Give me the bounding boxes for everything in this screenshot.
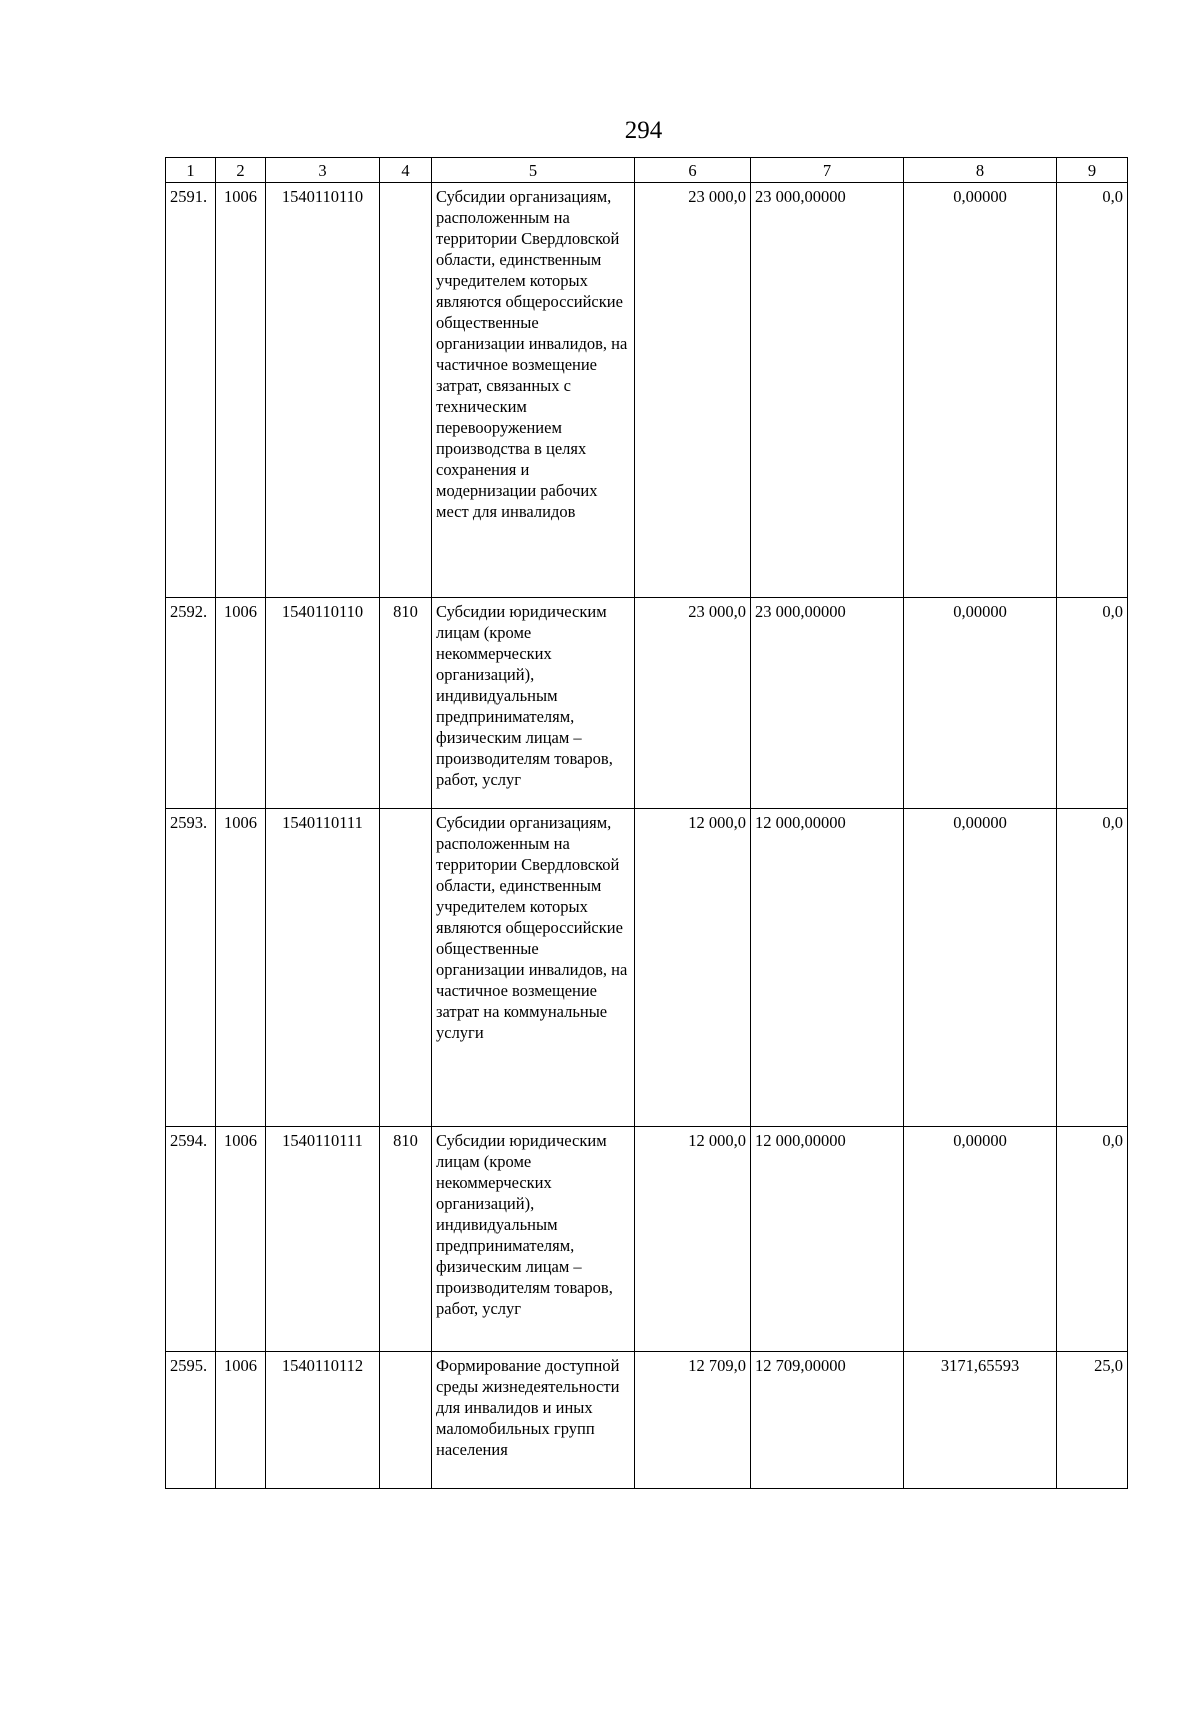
column-header: 7	[751, 158, 904, 183]
plan-amount-cell: 23 000,0	[635, 183, 751, 598]
description-cell: Субсидии организациям, расположенным на территории Свердловской области, единственным учредителем которых являются общероссийские общественные организации инвалидов, на частичное возмещение затрат, связанных с техническим перевооружением производства в целях сохранения и модернизации рабочих мест для инвалидов	[432, 183, 635, 598]
percent-cell: 0,0	[1057, 809, 1128, 1127]
budget-table	[165, 157, 1128, 1489]
target-code-cell: 1540110111	[266, 1127, 380, 1352]
column-header: 8	[904, 158, 1057, 183]
target-code-cell: 1540110110	[266, 598, 380, 809]
plan-amount-cell: 23 000,0	[635, 598, 751, 809]
section-code-cell: 1006	[216, 1127, 266, 1352]
row-number-cell: 2594.	[166, 1127, 216, 1352]
row-number-cell: 2592.	[166, 598, 216, 809]
section-code-cell: 1006	[216, 1352, 266, 1489]
column-header: 9	[1057, 158, 1128, 183]
approved-amount-cell: 23 000,00000	[751, 183, 904, 598]
column-header: 3	[266, 158, 380, 183]
row-number-cell: 2595.	[166, 1352, 216, 1489]
header-row	[166, 158, 1128, 183]
section-code-cell: 1006	[216, 183, 266, 598]
table-row	[166, 809, 1128, 1127]
approved-amount-cell: 12 000,00000	[751, 1127, 904, 1352]
percent-cell: 0,0	[1057, 598, 1128, 809]
column-header: 5	[432, 158, 635, 183]
executed-amount-cell: 0,00000	[904, 1127, 1057, 1352]
page-number: 294	[624, 117, 663, 144]
row-number-cell: 2593.	[166, 809, 216, 1127]
description-cell: Субсидии юридическим лицам (кроме некоммерческих организаций), индивидуальным предпринимателям, физическим лицам – производителям товаров, работ, услуг	[432, 598, 635, 809]
expense-type-cell: 810	[380, 598, 432, 809]
section-code-cell: 1006	[216, 809, 266, 1127]
column-header: 4	[380, 158, 432, 183]
target-code-cell: 1540110111	[266, 809, 380, 1127]
section-code-cell: 1006	[216, 598, 266, 809]
target-code-cell: 1540110110	[266, 183, 380, 598]
table-row	[166, 1352, 1128, 1489]
column-header: 2	[216, 158, 266, 183]
target-code-cell: 1540110112	[266, 1352, 380, 1489]
approved-amount-cell: 12 000,00000	[751, 809, 904, 1127]
approved-amount-cell: 23 000,00000	[751, 598, 904, 809]
description-cell: Формирование доступной среды жизнедеятельности для инвалидов и иных маломобильных групп населения	[432, 1352, 635, 1489]
plan-amount-cell: 12 709,0	[635, 1352, 751, 1489]
description-cell: Субсидии организациям, расположенным на территории Свердловской области, единственным учредителем которых являются общероссийские общественные организации инвалидов, на частичное возмещение затрат на коммунальные услуги	[432, 809, 635, 1127]
row-number-cell: 2591.	[166, 183, 216, 598]
executed-amount-cell: 0,00000	[904, 598, 1057, 809]
description-cell: Субсидии юридическим лицам (кроме некоммерческих организаций), индивидуальным предпринимателям, физическим лицам – производителям товаров, работ, услуг	[432, 1127, 635, 1352]
percent-cell: 0,0	[1057, 1127, 1128, 1352]
expense-type-cell: 810	[380, 1127, 432, 1352]
percent-cell: 25,0	[1057, 1352, 1128, 1489]
table-row	[166, 1127, 1128, 1352]
executed-amount-cell: 3171,65593	[904, 1352, 1057, 1489]
approved-amount-cell: 12 709,00000	[751, 1352, 904, 1489]
executed-amount-cell: 0,00000	[904, 183, 1057, 598]
table-row	[166, 598, 1128, 809]
column-header: 6	[635, 158, 751, 183]
expense-type-cell	[380, 809, 432, 1127]
expense-type-cell	[380, 183, 432, 598]
expense-type-cell	[380, 1352, 432, 1489]
table-row	[166, 183, 1128, 598]
plan-amount-cell: 12 000,0	[635, 809, 751, 1127]
column-header: 1	[166, 158, 216, 183]
executed-amount-cell: 0,00000	[904, 809, 1057, 1127]
plan-amount-cell: 12 000,0	[635, 1127, 751, 1352]
percent-cell: 0,0	[1057, 183, 1128, 598]
